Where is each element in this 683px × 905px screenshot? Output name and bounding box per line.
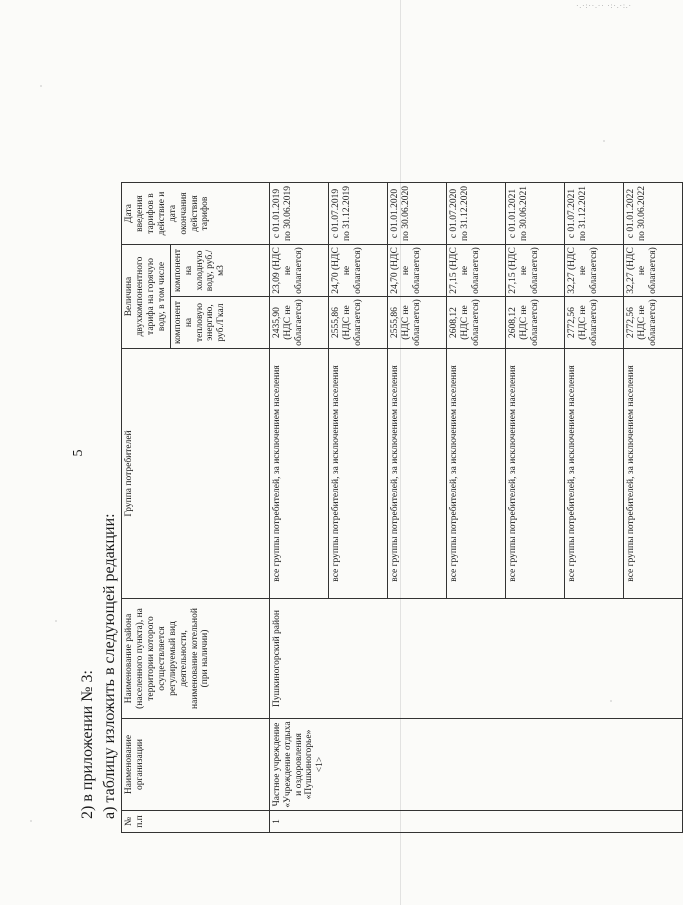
- consumer-group: все группы потребителей, за исключением населения: [269, 349, 328, 599]
- validity-period: с 01.01.2022 по 30.06.2022: [623, 183, 682, 245]
- header-dates: Дата введения тарифов в действие и дата окончания действия тарифов: [122, 183, 270, 245]
- cold-component-value: 32,27 (НДС не облагается): [623, 245, 682, 297]
- validity-period: с 01.07.2021 по 31.12.2021: [564, 183, 623, 245]
- cold-component-value: 23,09 (НДС не облагается): [269, 245, 328, 297]
- heat-component-value: 2772,56 (НДС не облагается): [564, 297, 623, 349]
- heat-component-value: 2555,86 (НДС не облагается): [387, 297, 446, 349]
- consumer-group: все группы потребителей, за исключением населения: [328, 349, 387, 599]
- table-header-row: [122, 183, 171, 833]
- amendment-heading: 2) в приложении № 3:: [79, 670, 96, 819]
- consumer-group: все группы потребителей, за исключением населения: [623, 349, 682, 599]
- scan-noise: ·.·:··.·· ·:·.·:.·: [576, 2, 632, 10]
- heat-component-value: 2608,12 (НДС не облагается): [446, 297, 505, 349]
- validity-period: с 01.07.2019 по 31.12.2019: [328, 183, 387, 245]
- header-num: № п.п: [122, 811, 270, 833]
- header-consumers: Группа потребителей: [122, 349, 270, 599]
- cold-component-value: 27,15 (НДС не облагается): [446, 245, 505, 297]
- header-organization: Наименование организации: [122, 719, 270, 811]
- header-tariff: Величина двухкомпонентного тарифа на горячую воду, в том числе: [122, 245, 171, 349]
- consumer-group: все группы потребителей, за исключением населения: [505, 349, 564, 599]
- row-number: 1: [269, 811, 682, 833]
- validity-period: с 01.07.2020 по 31.12.2020: [446, 183, 505, 245]
- header-district: Наименование района (населенного пункта), на территории которого осуществляется регулируемый вид деятельности, наименование котельной (при наличии): [122, 599, 270, 719]
- consumer-group: все группы потребителей, за исключением населения: [446, 349, 505, 599]
- validity-period: с 01.01.2020 по 30.06.2020: [387, 183, 446, 245]
- validity-period: с 01.01.2019 по 30.06.2019: [269, 183, 328, 245]
- cold-component-value: 24,70 (НДС не облагается): [387, 245, 446, 297]
- heat-component-value: 2772,56 (НДС не облагается): [623, 297, 682, 349]
- page-number: 5: [71, 449, 86, 457]
- heat-component-value: 2435,90 (НДС не облагается): [269, 297, 328, 349]
- header-cold-component: компонент на холодную воду, руб./м3: [170, 245, 269, 297]
- tariff-table: [121, 182, 683, 833]
- cold-component-value: 24,70 (НДС не облагается): [328, 245, 387, 297]
- consumer-group: все группы потребителей, за исключением населения: [564, 349, 623, 599]
- amendment-subheading: а) таблицу изложить в следующей редакции:: [101, 513, 118, 819]
- cold-component-value: 27,15 (НДС не облагается): [505, 245, 564, 297]
- cold-component-value: 32,27 (НДС не облагается): [564, 245, 623, 297]
- table-row: [269, 183, 328, 833]
- validity-period: с 01.01.2021 по 30.06.2021: [505, 183, 564, 245]
- organization-name: Частное учреждение «Учреждение отдыха и оздоровления «Пушкиногорье» <1>: [269, 719, 682, 811]
- consumer-group: все группы потребителей, за исключением населения: [387, 349, 446, 599]
- header-heat-component: компонент на тепловую энергию, руб./Гкал: [170, 297, 269, 349]
- heat-component-value: 2608,12 (НДС не облагается): [505, 297, 564, 349]
- district-name: Пушкиногорский район: [269, 599, 682, 719]
- heat-component-value: 2555,86 (НДС не облагается): [328, 297, 387, 349]
